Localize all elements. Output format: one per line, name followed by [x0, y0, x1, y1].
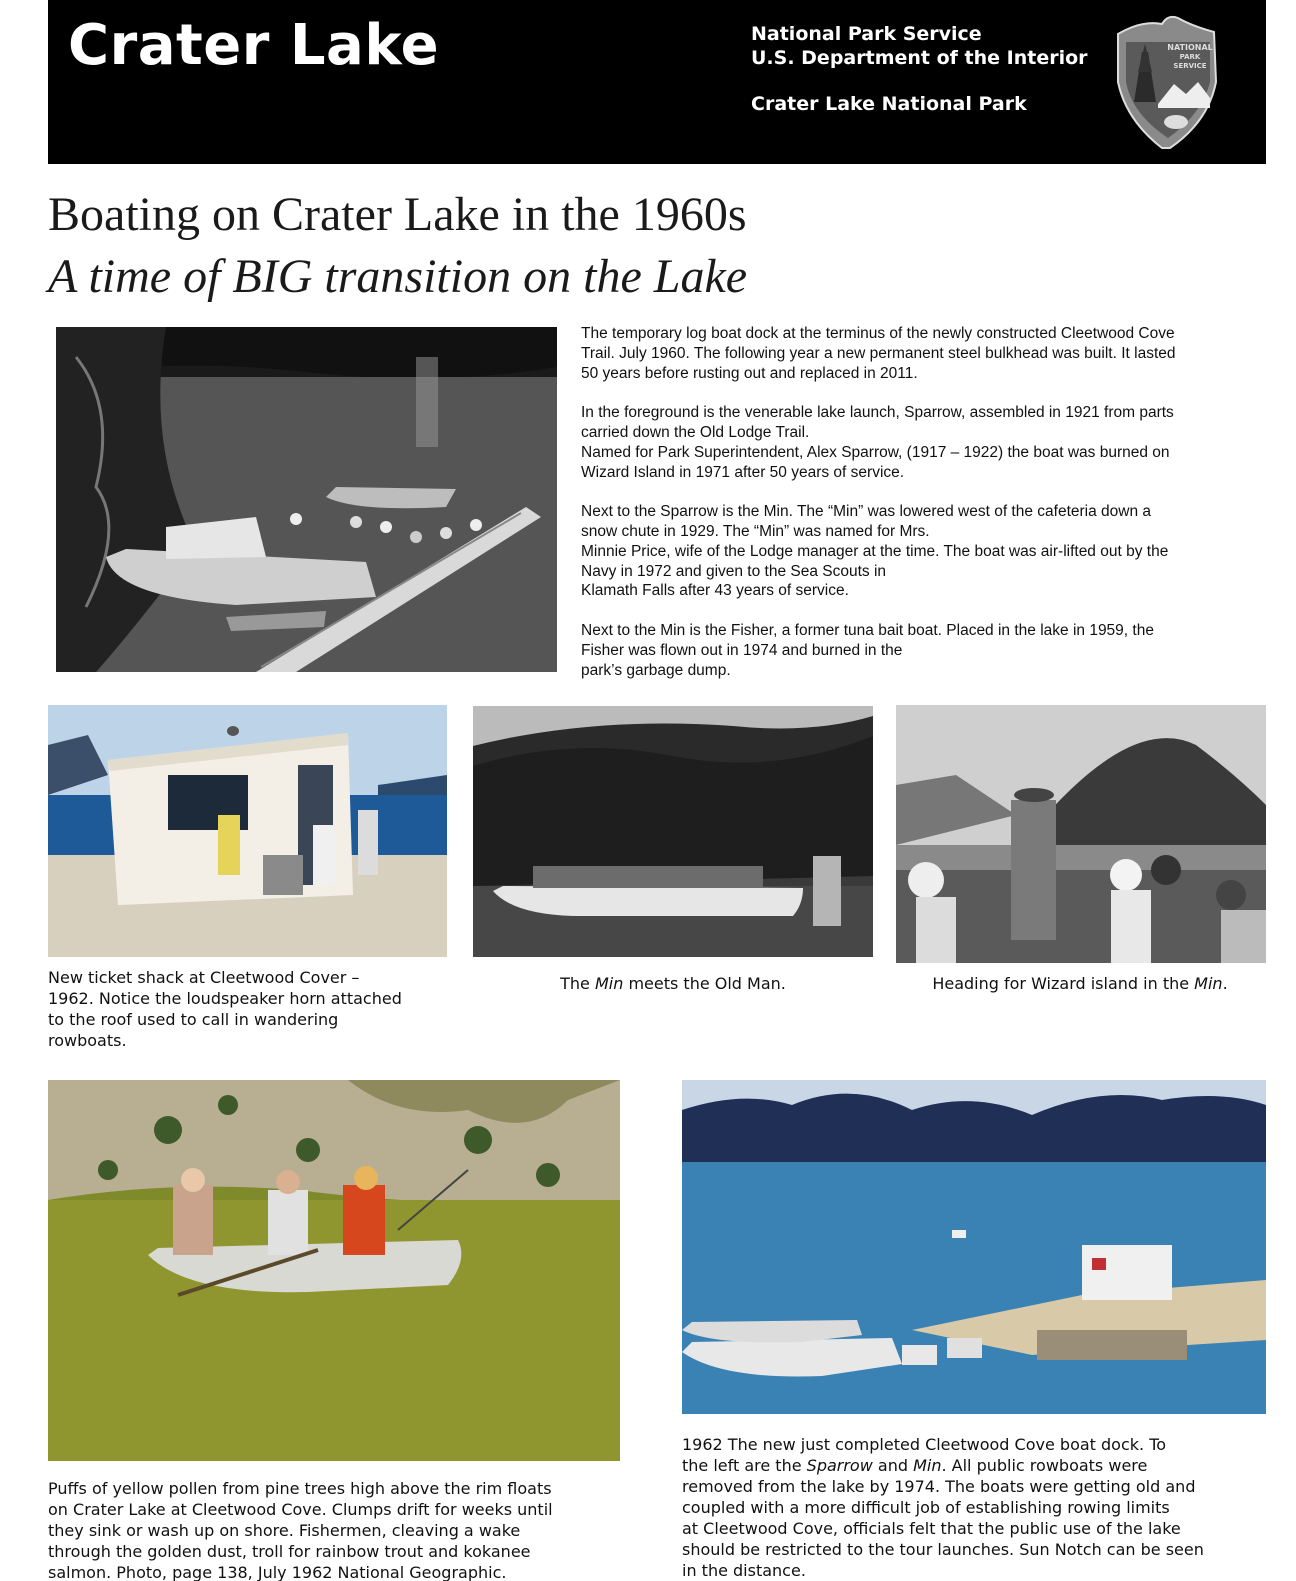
caption-wizard-island: [890, 973, 1270, 994]
agency-name: National Park Service: [751, 23, 982, 45]
text-line: 50 years before rusting out and replaced in 2011.: [581, 364, 918, 382]
caption-line: [682, 1455, 1272, 1476]
department-name: U.S. Department of the Interior: [751, 47, 1088, 69]
caption-line: through the golden dust, troll for rainbow trout and kokanee: [48, 1542, 531, 1561]
text-line: Wizard Island in 1971 after 50 years of service.: [581, 463, 905, 481]
intro-paragraph: [581, 324, 1266, 383]
park-title: Crater Lake: [68, 13, 440, 78]
caption-line: on Crater Lake at Cleetwood Cove. Clumps drift for weeks until: [48, 1500, 553, 1519]
caption-line: in the distance.: [682, 1561, 806, 1580]
caption-min-meets-old-man: [473, 973, 873, 994]
text-line: Next to the Min is the Fisher, a former tuna bait boat. Placed in the lake in 1959, the: [581, 621, 1154, 639]
text-line: Trail. July 1960. The following year a new permanent steel bulkhead was built. It lasted: [581, 344, 1176, 362]
logo-text-park: PARK: [1179, 53, 1201, 61]
caption-ticket-shack: [48, 967, 458, 1051]
boat-name: Sparrow: [806, 1456, 873, 1475]
caption-line: Puffs of yellow pollen from pine trees high above the rim floats: [48, 1479, 552, 1498]
intro-paragraph: [581, 403, 1266, 482]
intro-text: [581, 324, 1266, 700]
caption-line: they sink or wash up on shore. Fishermen, cleaving a wake: [48, 1521, 521, 1540]
caption-text: meets the Old Man.: [623, 974, 786, 993]
caption-line: should be restricted to the tour launches. Sun Notch can be seen: [682, 1540, 1204, 1559]
caption-line: rowboats.: [48, 1031, 127, 1050]
caption-line: New ticket shack at Cleetwood Cover –: [48, 968, 360, 987]
text-line: Named for Park Superintendent, Alex Sparrow, (1917 – 1922) the boat was burned on: [581, 443, 1170, 461]
boat-name: Min: [913, 1456, 942, 1475]
text-line: park’s garbage dump.: [581, 661, 731, 679]
caption-line: coupled with a more difficult job of establishing rowing limits: [682, 1498, 1170, 1517]
park-unit-name: Crater Lake National Park: [751, 93, 1027, 115]
caption-text: Heading for Wizard island in the: [932, 974, 1195, 993]
text-line: The temporary log boat dock at the terminus of the newly constructed Cleetwood Cove: [581, 325, 1175, 342]
intro-paragraph: [581, 621, 1266, 680]
page-subheading: A time of BIG transition on the Lake: [48, 250, 748, 303]
caption-text: . All public rowboats were: [941, 1456, 1148, 1475]
photo-pollen-fishermen: [48, 1080, 620, 1461]
logo-text-national: NATIONAL: [1167, 43, 1213, 52]
photo-wizard-island-trip: [896, 705, 1266, 963]
caption-pollen: [48, 1478, 623, 1581]
text-line: Navy in 1972 and given to the Sea Scouts in: [581, 562, 887, 580]
caption-line: removed from the lake by 1974. The boats were getting old and: [682, 1477, 1196, 1496]
caption-line: at Cleetwood Cove, officials felt that the public use of the lake: [682, 1519, 1181, 1538]
nps-arrowhead-logo: [1112, 12, 1220, 150]
caption-line: to the roof used to call in wandering: [48, 1010, 339, 1029]
intro-paragraph: [581, 502, 1266, 601]
caption-text: and: [872, 1456, 914, 1475]
caption-text: .: [1222, 974, 1228, 993]
text-line: Minnie Price, wife of the Lodge manager at the time. The boat was air-lifted out by the: [581, 542, 1169, 560]
text-line: snow chute in 1929. The “Min” was named for Mrs.: [581, 522, 930, 540]
caption-cleetwood-cove-dock: [682, 1434, 1272, 1581]
caption-text: The: [560, 974, 595, 993]
photo-cleetwood-cove-dock: [682, 1080, 1266, 1414]
agency-block: [751, 22, 1088, 70]
boat-name: Min: [1194, 974, 1223, 993]
text-line: Klamath Falls after 43 years of service.: [581, 582, 849, 600]
caption-line: salmon. Photo, page 138, July 1962 National Geographic.: [48, 1563, 507, 1581]
caption-line: 1962. Notice the loudspeaker horn attached: [48, 989, 402, 1008]
caption-text: the left are the: [682, 1456, 807, 1475]
page-heading: Boating on Crater Lake in the 1960s: [48, 188, 747, 241]
text-line: carried down the Old Lodge Trail.: [581, 423, 810, 441]
text-line: Fisher was flown out in 1974 and burned in the: [581, 641, 903, 659]
caption-line: 1962 The new just completed Cleetwood Cove boat dock. To: [682, 1435, 1167, 1454]
header-banner: [48, 0, 1266, 164]
photo-ticket-shack: [48, 705, 447, 957]
text-line: Next to the Sparrow is the Min. The “Min” was lowered west of the cafeteria down a: [581, 503, 1152, 521]
text-line: In the foreground is the venerable lake launch, Sparrow, assembled in 1921 from parts: [581, 404, 1174, 422]
boat-name: Min: [594, 974, 624, 993]
photo-log-boat-dock: [56, 327, 557, 672]
logo-text-service: SERVICE: [1173, 62, 1207, 70]
photo-min-boat: [473, 706, 873, 957]
